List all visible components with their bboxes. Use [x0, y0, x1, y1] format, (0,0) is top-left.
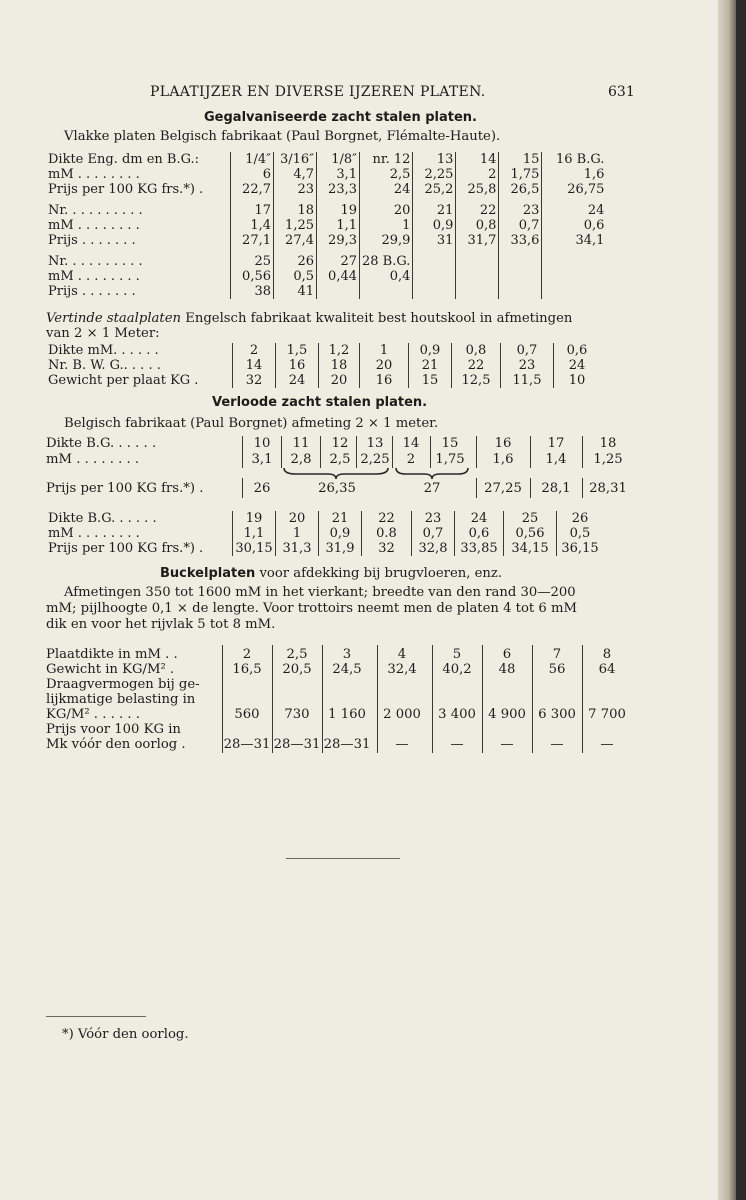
- table-cell: 0,8: [452, 343, 501, 358]
- row-label: KG/M² . . . . . .: [46, 707, 140, 722]
- column-rule: [281, 436, 282, 468]
- table-cell: 1,6: [542, 167, 607, 182]
- prijs-cell: 28,31: [589, 481, 627, 496]
- plaatdikte-cell: 5: [452, 647, 462, 662]
- row-label: Prijs . . . . . . .: [48, 284, 136, 299]
- dikte-cell: 15: [441, 436, 459, 451]
- prijs-cell: 26,35: [318, 481, 356, 496]
- column-rule: [242, 436, 243, 468]
- table-cell: 0,4: [360, 269, 413, 284]
- prijs-cell: 28—31: [323, 737, 371, 752]
- table-cell: 15: [499, 152, 542, 167]
- table-row: [46, 167, 606, 182]
- table-cell: 20: [360, 203, 413, 218]
- gewicht-cell: 32,4: [387, 662, 417, 677]
- plaatdikte-cell: 6: [502, 647, 512, 662]
- section4-para-1: Afmetingen 350 tot 1600 mM in het vierkant; breedte van den rand 30—200: [64, 585, 576, 600]
- table-cell: 27: [317, 254, 360, 269]
- draagvermogen-cell: 7 700: [588, 707, 626, 722]
- plaatdikte-cell: 7: [552, 647, 562, 662]
- dikte-cell: 12: [331, 436, 349, 451]
- table-cell: 1: [276, 526, 319, 541]
- plaatdikte-cell: 2: [242, 647, 252, 662]
- table-cell: 0,9: [409, 343, 452, 358]
- table-cell: 23: [274, 182, 317, 203]
- prijs-label: Prijs per 100 KG frs.*) .: [46, 481, 204, 496]
- table-cell: 0,56: [504, 526, 557, 541]
- table-cell: 25: [504, 511, 557, 526]
- row-label: Prijs per 100 KG frs.*) .: [48, 541, 204, 556]
- table-cell: 0,7: [412, 526, 455, 541]
- running-header: PLAATIJZER EN DIVERSE IJZEREN PLATEN.: [150, 84, 486, 100]
- plaatdikte-cell: 8: [602, 647, 612, 662]
- table-cell: [499, 284, 542, 299]
- prijs-cell: —: [450, 737, 464, 752]
- table-cell: [413, 254, 456, 269]
- mm-cell: 1,6: [492, 452, 514, 467]
- table-row: [46, 269, 606, 284]
- gewicht-cell: 64: [598, 662, 616, 677]
- table-cell: 0,6: [554, 343, 601, 358]
- table-cell: 0,5: [557, 526, 604, 541]
- section2-italic: Vertinde staalplaten: [46, 311, 181, 326]
- table-cell: 0,7: [501, 343, 554, 358]
- table-cell: 1,2: [319, 343, 360, 358]
- table-row: [46, 343, 600, 358]
- row-label: Prijs voor 100 KG in: [46, 722, 181, 737]
- section4-para-2: mM; pijlhoogte 0,1 × de lengte. Voor trottoirs neemt men de platen 4 tot 6 mM: [46, 601, 578, 616]
- table-cell: 26: [274, 254, 317, 269]
- gewicht-cell: 48: [498, 662, 516, 677]
- draagvermogen-cell: 6 300: [538, 707, 576, 722]
- galvanized-table: [46, 152, 606, 299]
- dikte-cell: 10: [253, 436, 271, 451]
- table-cell: 1,5: [276, 343, 319, 358]
- draagvermogen-cell: 4 900: [488, 707, 526, 722]
- table-cell: 31,3: [276, 541, 319, 556]
- table-cell: 6: [231, 167, 274, 182]
- column-rule: [222, 645, 223, 753]
- table-cell: 16: [276, 358, 319, 373]
- table-cell: 2: [456, 167, 499, 182]
- table-cell: 24: [554, 358, 601, 373]
- prijs-cell: 28—31: [223, 737, 271, 752]
- brace-27: [394, 466, 470, 480]
- prijs-cell: 28,1: [541, 481, 571, 496]
- table-cell: 21: [409, 358, 452, 373]
- mm-cell: 2,25: [360, 452, 390, 467]
- table-row: [46, 358, 600, 373]
- table-cell: 0,9: [319, 526, 362, 541]
- table-cell: 1: [360, 218, 413, 233]
- section4-heading: Buckelplaten: [160, 566, 256, 581]
- column-rule: [476, 436, 477, 468]
- table-cell: 1/8″: [317, 152, 360, 167]
- dikte-cell: 18: [599, 436, 617, 451]
- plaatdikte-cell: 3: [342, 647, 352, 662]
- mm-cell: 1,75: [435, 452, 465, 467]
- table-cell: 1,1: [233, 526, 276, 541]
- table-cell: 17: [231, 203, 274, 218]
- column-rule: [582, 436, 583, 468]
- row-label: mM . . . . . . . .: [48, 269, 140, 284]
- table-cell: [456, 284, 499, 299]
- row-label: Nr. . . . . . . . . .: [48, 254, 143, 269]
- table-cell: [542, 284, 607, 299]
- table-cell: 3,1: [317, 167, 360, 182]
- row-label: mM . . . . . . . .: [48, 167, 140, 182]
- row-label: Nr. . . . . . . . . .: [48, 203, 143, 218]
- table-cell: 26: [557, 511, 604, 526]
- column-rule: [356, 436, 357, 468]
- prijs-cell: 28—31: [273, 737, 321, 752]
- row-label: Dikte mM. . . . . .: [48, 343, 159, 358]
- table-cell: 20: [360, 358, 409, 373]
- table-row: [46, 182, 606, 203]
- column-rule: [322, 645, 323, 753]
- table-cell: 11,5: [501, 373, 554, 388]
- table-cell: 1: [360, 343, 409, 358]
- table-cell: 1/4″: [231, 152, 274, 167]
- column-rule: [392, 436, 393, 468]
- row-label: Gewicht in KG/M² .: [46, 662, 175, 677]
- dikte-label: Dikte B.G. . . . . .: [46, 436, 157, 451]
- table-cell: [499, 269, 542, 284]
- table-cell: [413, 284, 456, 299]
- table-cell: 25,2: [413, 182, 456, 203]
- table-cell: 18: [274, 203, 317, 218]
- row-label: Draagvermogen bij ge-: [46, 677, 200, 692]
- table-cell: 24: [276, 373, 319, 388]
- table-cell: 0,56: [231, 269, 274, 284]
- table-cell: 28 B.G.: [360, 254, 413, 269]
- table-cell: 22: [456, 203, 499, 218]
- table-cell: 0,6: [455, 526, 504, 541]
- prijs-cell: —: [500, 737, 514, 752]
- table-cell: 0,7: [499, 218, 542, 233]
- row-label: lijkmatige belasting in: [46, 692, 196, 707]
- draagvermogen-cell: 1 160: [328, 707, 366, 722]
- gewicht-cell: 40,2: [442, 662, 472, 677]
- table-cell: 15: [409, 373, 452, 388]
- table-row: [46, 152, 606, 167]
- table-cell: [542, 254, 607, 269]
- table-row: [46, 218, 606, 233]
- row-label: Nr. B. W. G.. . . . .: [48, 358, 161, 373]
- table-cell: 14: [456, 152, 499, 167]
- table-cell: 10: [554, 373, 601, 388]
- table-cell: 23: [501, 358, 554, 373]
- section2-intro-line2: van 2 × 1 Meter:: [46, 326, 160, 341]
- dikte-cell: 13: [366, 436, 384, 451]
- table-cell: [456, 254, 499, 269]
- row-label: Gewicht per plaat KG .: [48, 373, 199, 388]
- table-cell: 16: [360, 373, 409, 388]
- table-cell: 27,4: [274, 233, 317, 254]
- table-cell: 0,5: [274, 269, 317, 284]
- table-cell: 41: [274, 284, 317, 299]
- table-cell: 27,1: [231, 233, 274, 254]
- table-cell: 4,7: [274, 167, 317, 182]
- table-cell: 22: [362, 511, 412, 526]
- table-row: [46, 526, 603, 541]
- table-cell: 2,5: [360, 167, 413, 182]
- table-row: [46, 541, 603, 556]
- table-cell: [499, 254, 542, 269]
- mm-cell: 2,5: [329, 452, 351, 467]
- mm-cell: 1,4: [545, 452, 567, 467]
- table-cell: 24: [455, 511, 504, 526]
- table-cell: 0,8: [456, 218, 499, 233]
- mm-cell: 2,8: [290, 452, 312, 467]
- table-cell: 16 B.G.: [542, 152, 607, 167]
- prijs-cell: —: [600, 737, 614, 752]
- footnote-rule: [46, 1016, 146, 1017]
- prijs-cell: 27: [423, 481, 441, 496]
- column-rule: [432, 645, 433, 753]
- table-cell: 1,25: [274, 218, 317, 233]
- column-rule: [482, 645, 483, 753]
- table-cell: [456, 269, 499, 284]
- row-label: mM . . . . . . . .: [48, 218, 140, 233]
- table-row: [46, 203, 606, 218]
- column-rule: [530, 436, 531, 468]
- table-cell: 23,3: [317, 182, 360, 203]
- table-cell: [542, 269, 607, 284]
- table-row: [46, 373, 600, 388]
- plaatdikte-cell: 2,5: [286, 647, 308, 662]
- table-cell: 32,8: [412, 541, 455, 556]
- table-cell: nr. 12: [360, 152, 413, 167]
- page-number: 631: [608, 84, 635, 100]
- column-rule: [430, 436, 431, 468]
- table-cell: 31: [413, 233, 456, 254]
- table-cell: 1,4: [231, 218, 274, 233]
- dikte-cell: 16: [494, 436, 512, 451]
- table-cell: 0,9: [413, 218, 456, 233]
- column-rule: [377, 645, 378, 753]
- table-cell: [413, 269, 456, 284]
- column-rule: [532, 645, 533, 753]
- column-rule: [582, 478, 583, 498]
- table-cell: 12,5: [452, 373, 501, 388]
- table-cell: 19: [317, 203, 360, 218]
- row-label: Dikte B.G. . . . . .: [48, 511, 157, 526]
- table-cell: 26,75: [542, 182, 607, 203]
- table-row: [46, 284, 606, 299]
- row-label: Mk vóór den oorlog .: [46, 737, 186, 752]
- page-edge: [718, 0, 736, 1200]
- mm-cell: 3,1: [251, 452, 273, 467]
- table-cell: 23: [499, 203, 542, 218]
- table-cell: 31,7: [456, 233, 499, 254]
- table-cell: 26,5: [499, 182, 542, 203]
- table-cell: 21: [319, 511, 362, 526]
- brace-26-35: [282, 466, 390, 480]
- table-cell: 32: [362, 541, 412, 556]
- table-cell: 24: [360, 182, 413, 203]
- section1-heading: Gegalvaniseerde zacht stalen platen.: [204, 110, 477, 125]
- column-rule: [320, 436, 321, 468]
- mm-label: mM . . . . . . . .: [46, 452, 140, 467]
- prijs-cell: —: [395, 737, 409, 752]
- table-cell: [317, 284, 360, 299]
- table-cell: 0,6: [542, 218, 607, 233]
- table-cell: 2: [233, 343, 276, 358]
- column-rule: [476, 478, 477, 498]
- section4-heading-rest: voor afdekking bij brugvloeren, enz.: [259, 566, 503, 581]
- draagvermogen-cell: 3 400: [438, 707, 476, 722]
- table-cell: 2,25: [413, 167, 456, 182]
- draagvermogen-cell: 730: [284, 707, 310, 722]
- section4-title-line: [160, 566, 502, 581]
- gewicht-cell: 20,5: [282, 662, 312, 677]
- gewicht-cell: 56: [548, 662, 566, 677]
- draagvermogen-cell: 2 000: [383, 707, 421, 722]
- table-cell: 33,85: [455, 541, 504, 556]
- dikte-cell: 14: [402, 436, 420, 451]
- table-cell: 36,15: [557, 541, 604, 556]
- section1-subtitle: Vlakke platen Belgisch fabrikaat (Paul Borgnet, Flémalte-Haute).: [64, 129, 501, 144]
- table-row: [46, 254, 606, 269]
- table-cell: 1,75: [499, 167, 542, 182]
- table-cell: 19: [233, 511, 276, 526]
- dikte-cell: 17: [547, 436, 565, 451]
- table-cell: 29,3: [317, 233, 360, 254]
- draagvermogen-cell: 560: [234, 707, 260, 722]
- table-cell: 25: [231, 254, 274, 269]
- table-cell: 1,1: [317, 218, 360, 233]
- row-label: Plaatdikte in mM . .: [46, 647, 178, 662]
- table-cell: 20: [276, 511, 319, 526]
- table-cell: 18: [319, 358, 360, 373]
- gewicht-cell: 24,5: [332, 662, 362, 677]
- table-cell: 34,1: [542, 233, 607, 254]
- plaatdikte-cell: 4: [397, 647, 407, 662]
- table-cell: 14: [233, 358, 276, 373]
- table-cell: 29,9: [360, 233, 413, 254]
- row-label: mM . . . . . . . .: [48, 526, 140, 541]
- table-row: [46, 233, 606, 254]
- table-cell: 13: [413, 152, 456, 167]
- section3-subtitle: Belgisch fabrikaat (Paul Borgnet) afmeting 2 × 1 meter.: [64, 416, 439, 431]
- table-cell: 3/16″: [274, 152, 317, 167]
- row-label: Prijs per 100 KG frs.*) .: [48, 182, 204, 197]
- gewicht-cell: 16,5: [232, 662, 262, 677]
- table-cell: 33,6: [499, 233, 542, 254]
- table-cell: [360, 284, 413, 299]
- section3-heading: Verloode zacht stalen platen.: [212, 395, 428, 410]
- column-rule: [242, 478, 243, 498]
- section2-intro-rest: Engelsch fabrikaat kwaliteit best houtskool in afmetingen: [185, 311, 573, 326]
- table-cell: 24: [542, 203, 607, 218]
- table-cell: 21: [413, 203, 456, 218]
- row-label: Dikte Eng. dm en B.G.:: [48, 152, 200, 167]
- dikte-cell: 11: [292, 436, 310, 451]
- table-cell: 0,44: [317, 269, 360, 284]
- row-label: Prijs . . . . . . .: [48, 233, 136, 248]
- column-rule: [530, 478, 531, 498]
- center-rule: [286, 858, 400, 859]
- prijs-cell: —: [550, 737, 564, 752]
- table-cell: 31,9: [319, 541, 362, 556]
- mm-cell: 2: [406, 452, 416, 467]
- table-cell: 20: [319, 373, 360, 388]
- section2-intro: [46, 311, 572, 326]
- table-cell: 22,7: [231, 182, 274, 203]
- table-cell: 25,8: [456, 182, 499, 203]
- table-cell: 22: [452, 358, 501, 373]
- prijs-cell: 26: [253, 481, 271, 496]
- table-cell: 0.8: [362, 526, 412, 541]
- prijs-cell: 27,25: [484, 481, 522, 496]
- tinned-table: [46, 343, 600, 388]
- footnote: *) Vóór den oorlog.: [62, 1027, 189, 1042]
- table-cell: 23: [412, 511, 455, 526]
- leaded-table-bottom: [46, 511, 603, 556]
- table-cell: 38: [231, 284, 274, 299]
- column-rule: [272, 645, 273, 753]
- table-cell: 34,15: [504, 541, 557, 556]
- column-rule: [582, 645, 583, 753]
- table-row: [46, 511, 603, 526]
- table-cell: 30,15: [233, 541, 276, 556]
- table-cell: 32: [233, 373, 276, 388]
- mm-cell: 1,25: [593, 452, 623, 467]
- section4-para-3: dik en voor het rijvlak 5 tot 8 mM.: [46, 617, 276, 632]
